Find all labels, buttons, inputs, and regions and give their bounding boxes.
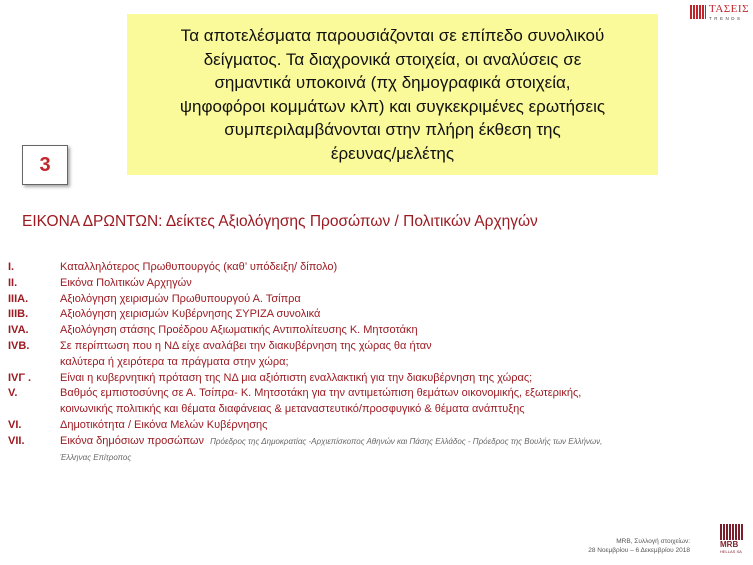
item-text: Αξιολόγηση χειρισμών Πρωθυπουργού Α. Τσίπρα	[60, 292, 301, 305]
item-number: VII.	[8, 434, 25, 447]
item-number: IVA.	[8, 324, 29, 337]
item-text: Αξιολόγηση στάσης Προέδρου Αξιωματικής Αντιπολίτευσης Κ. Μητσοτάκη	[60, 324, 418, 337]
list-item	[8, 292, 748, 308]
taseis-logo-icon	[690, 5, 706, 19]
indicator-list	[8, 260, 748, 465]
mrb-logo-name: MRB	[720, 540, 739, 549]
note-line: συμπεριλαμβάνονται στην πλήρη έκθεση της	[224, 120, 561, 139]
item-text: κοινωνικής πολιτικής και θέματα διαφάνειας & μεταναστευτικό/προσφυγικό & θέματα ανάπτυξης	[60, 403, 525, 416]
item-number: IVΓ .	[8, 371, 32, 384]
section-title: ΕΙΚΟΝΑ ΔΡΩΝΤΩΝ: Δείκτες Αξιολόγησης Προσώπων / Πολιτικών Αρχηγών	[22, 213, 538, 230]
item-text: Αξιολόγηση χειρισμών Κυβέρνησης ΣΥΡΙΖΑ συνολικά	[60, 308, 321, 321]
item-number: I.	[8, 261, 15, 273]
list-item	[8, 386, 748, 418]
taseis-logo	[690, 4, 752, 26]
note-line: έρευνας/μελέτης	[330, 143, 455, 163]
list-item	[8, 323, 748, 339]
results-note-text	[180, 24, 605, 165]
note-line: ψηφοφόροι κομμάτων κλπ) και συγκεκριμένες ερωτήσεις	[179, 96, 606, 116]
item-text: Εικόνα δημόσιων προσώπων	[60, 434, 204, 447]
note-line: σημαντικά υποκοινά (πχ δημογραφικά στοιχεία,	[214, 73, 571, 92]
item-number: VI.	[8, 418, 22, 431]
list-item	[8, 339, 748, 371]
list-item	[8, 371, 748, 387]
item-text: Δημοτικότητα / Εικόνα Μελών Κυβέρνησης	[60, 418, 268, 431]
mrb-logo-sub: HELLAS SA	[720, 549, 742, 554]
list-item	[8, 260, 748, 276]
footer-line: 28 Νοεμβρίου – 6 Δεκεμβρίου 2018	[588, 547, 690, 554]
item-subtext: Πρόεδρος της Δημοκρατίας -Αρχιεπίσκοπος Αθηνών και Πάσης Ελλάδος - Πρόεδρος της Βουλής των Ελλήνων,	[210, 436, 603, 446]
note-line: δείγματος. Τα διαχρονικά στοιχεία, οι αναλύσεις σε	[203, 49, 582, 69]
list-item	[8, 418, 748, 434]
item-number: II.	[8, 276, 18, 289]
footer-source	[540, 537, 690, 555]
taseis-logo-name: ΤΑΣΕΙΣ	[709, 3, 749, 15]
list-item	[8, 307, 748, 323]
item-text: Είναι η κυβερνητική πρόταση της ΝΔ μια αξιόπιστη εναλλακτική για την διακυβέρνηση της χώρας;	[60, 371, 533, 384]
item-number: IIIB.	[8, 308, 29, 321]
item-number: V.	[8, 387, 18, 400]
item-text: Βαθμός εμπιστοσύνης σε Α. Τσίπρα- Κ. Μητσοτάκη για την αντιμετώπιση θεμάτων οικονομικής, εξωτερικής,	[60, 387, 582, 400]
taseis-logo-sub: TRENDS	[709, 16, 743, 21]
item-text: καλύτερα ή χειρότερα τα πράγματα στην χώρα;	[60, 355, 289, 368]
item-number: IIIA.	[8, 292, 29, 305]
mrb-logo-icon	[720, 524, 744, 540]
list-item	[8, 434, 748, 466]
item-text: Καταλληλότερος Πρωθυπουργός (καθ’ υπόδειξη/ δίπολο)	[60, 261, 338, 273]
results-note	[127, 14, 658, 175]
item-text: Εικόνα Πολιτικών Αρχηγών	[60, 276, 192, 289]
item-number: IVB.	[8, 339, 30, 352]
footer-line: MRB, Συλλογή στοιχείων:	[616, 538, 690, 545]
mrb-logo	[720, 524, 748, 556]
item-subtext: Έλληνας Επίτροπος	[60, 452, 132, 462]
page-number-badge: 3	[22, 145, 68, 185]
list-item	[8, 276, 748, 292]
item-text: Σε περίπτωση που η ΝΔ είχε αναλάβει την διακυβέρνηση της χώρας θα ήταν	[60, 339, 432, 352]
note-line: Τα αποτελέσματα παρουσιάζονται σε επίπεδο συνολικού	[180, 26, 605, 45]
